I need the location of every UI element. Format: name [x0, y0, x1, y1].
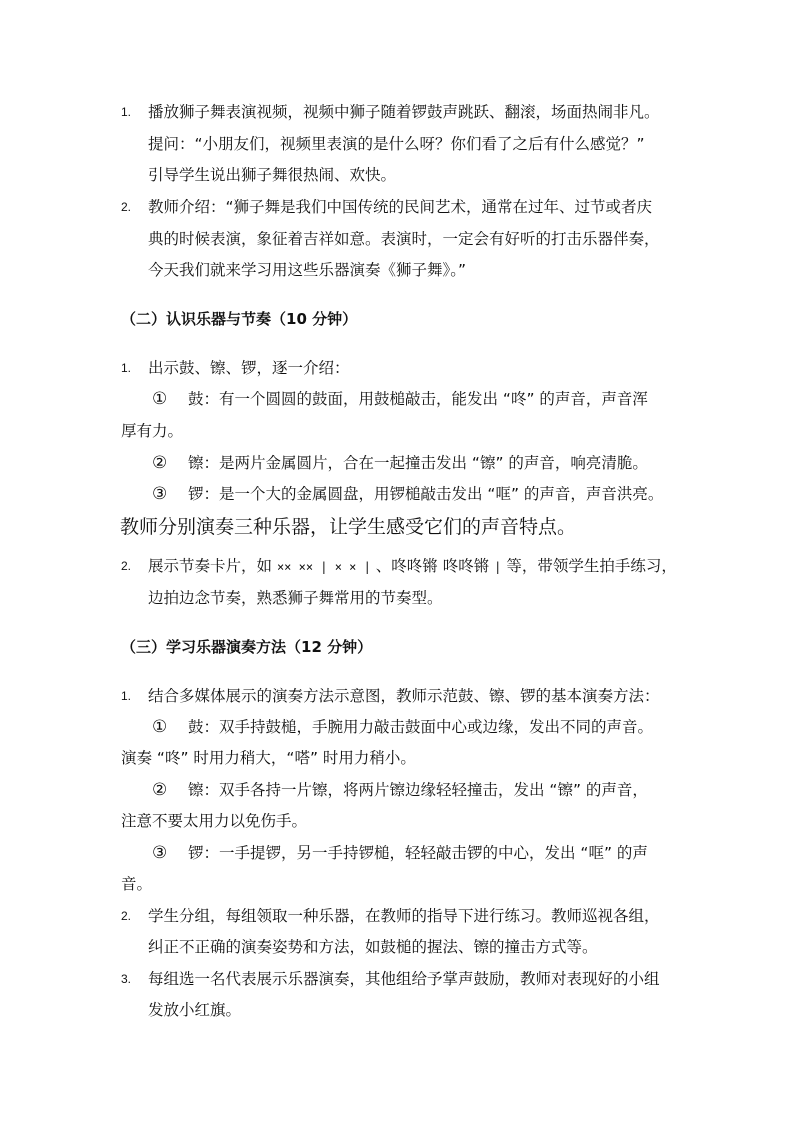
- circled-number: ③: [152, 484, 168, 504]
- paragraph-line: 每组选一名代表展示乐器演奏，其他组给予掌声鼓励，教师对表现好的小组: [148, 970, 660, 988]
- paragraph-line: 发放小红旗。: [148, 1001, 242, 1019]
- list-number: 2.: [121, 559, 132, 573]
- rhythm-pre: 展示节奏卡片，如: [148, 557, 277, 575]
- circled-number: ②: [152, 780, 168, 800]
- paragraph-line: 教师介绍：“狮子舞是我们中国传统的民间艺术，通常在过年、过节或者庆: [148, 198, 653, 216]
- paragraph-line: 典的时候表演，象征着吉祥如意。表演时，一定会有好听的打击乐器伴奏，: [148, 230, 660, 248]
- paragraph-line: 鼓：双手持鼓槌，手腕用力敲击鼓面中心或边缘，发出不同的声音。: [188, 718, 654, 736]
- paragraph-line: 引导学生说出狮子舞很热闹、欢快。: [148, 166, 397, 184]
- circled-number: ③: [152, 843, 168, 863]
- paragraph-line: 播放狮子舞表演视频，视频中狮子随着锣鼓声跳跃、翻滚，场面热闹非凡。: [148, 103, 660, 121]
- rhythm-post: 等，带领学生拍手练习，: [501, 557, 677, 575]
- paragraph-line: 锣：一手提锣，另一手持锣槌，轻轻敲击锣的中心，发出 “哐” 的声: [188, 844, 648, 862]
- list-number: 2.: [121, 200, 132, 214]
- paragraph-line: 边拍边念节奏，熟悉狮子舞常用的节奏型。: [148, 589, 443, 607]
- section-heading: （二）认识乐器与节奏（10 分钟）: [121, 310, 358, 328]
- circled-number: ②: [152, 453, 168, 473]
- paragraph-line: 鼓：有一个圆圆的鼓面，用鼓槌敲击，能发出 “咚” 的声音，声音浑: [188, 390, 648, 408]
- list-number: 1.: [121, 361, 132, 375]
- circled-number: ①: [152, 389, 168, 409]
- rhythm-notation: ×× ×× | × × |: [276, 560, 371, 574]
- paragraph-line: 演奏 “咚” 时用力稍大，“嗒” 时用力稍小。: [121, 749, 416, 767]
- paragraph-line: 镲：双手各持一片镲，将两片镲边缘轻轻撞击，发出 “镲” 的声音，: [188, 781, 648, 799]
- rhythm-bar: |: [494, 560, 502, 574]
- paragraph-line: 音。: [121, 875, 153, 893]
- paragraph-line: 提问：“小朋友们，视频里表演的是什么呀？你们看了之后有什么感觉？”: [148, 135, 645, 153]
- section-heading: （三）学习乐器演奏方法（12 分钟）: [121, 638, 373, 656]
- list-number: 2.: [121, 909, 132, 923]
- paragraph-line: 学生分组，每组领取一种乐器，在教师的指导下进行练习。教师巡视各组，: [148, 907, 660, 925]
- list-number: 3.: [121, 972, 132, 986]
- rhythm-mid: 、咚咚锵 咚咚锵: [370, 557, 495, 575]
- paragraph-line: 注意不要太用力以免伤手。: [121, 812, 308, 830]
- paragraph-line: 镲：是两片金属圆片，合在一起撞击发出 “镲” 的声音，响亮清脆。: [188, 454, 648, 472]
- paragraph-line: 厚有力。: [121, 422, 184, 440]
- circled-number: ①: [152, 717, 168, 737]
- list-number: 1.: [121, 689, 132, 703]
- list-number: 1.: [121, 105, 132, 119]
- paragraph-line: 纠正不正确的演奏姿势和方法，如鼓槌的握法、镲的撞击方式等。: [148, 938, 598, 956]
- rhythm-line: [148, 556, 677, 577]
- paragraph-line: 锣：是一个大的金属圆盘，用锣槌敲击发出 “哐” 的声音，声音洪亮。: [188, 485, 664, 503]
- paragraph-line: 结合多媒体展示的演奏方法示意图，教师示范鼓、镲、锣的基本演奏方法：: [148, 687, 660, 705]
- paragraph-line: 今天我们就来学习用这些乐器演奏《狮子舞》。”: [148, 261, 467, 279]
- paragraph-line: 出示鼓、镲、锣，逐一介绍：: [148, 359, 350, 377]
- summary-sentence: 教师分别演奏三种乐器，让学生感受它们的声音特点。: [120, 516, 577, 538]
